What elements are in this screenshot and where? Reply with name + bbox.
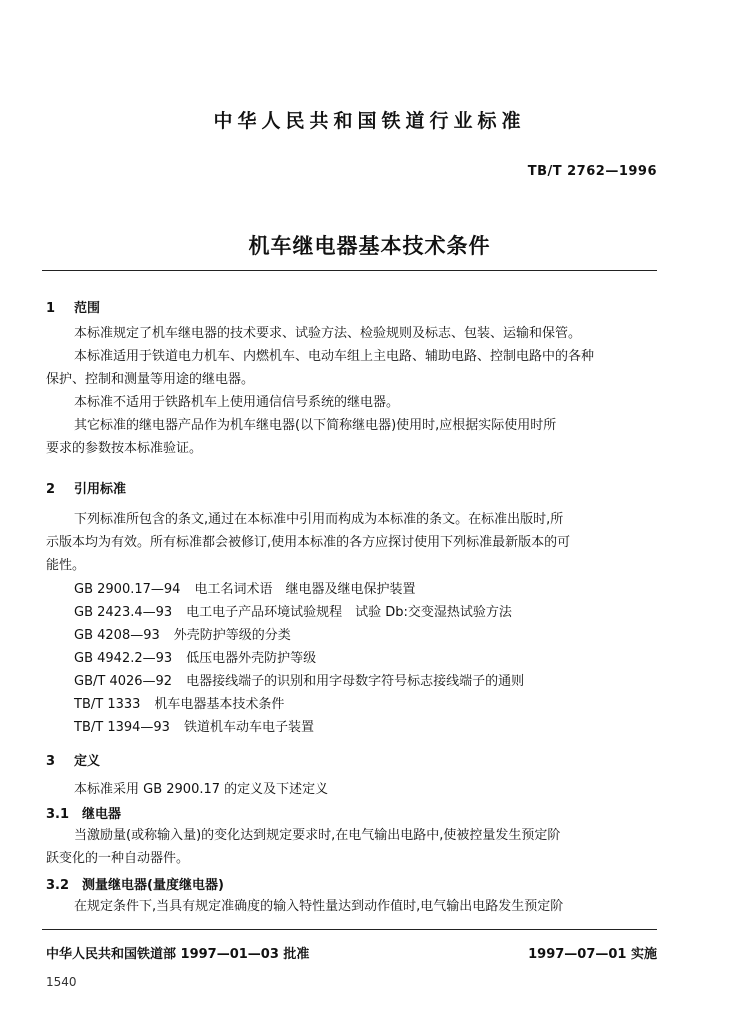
subsection-3-2-heading: [46, 874, 224, 893]
reference-item: [74, 670, 524, 689]
section-title: 定义: [74, 754, 101, 769]
subsection-title: 继电器: [82, 807, 122, 822]
page-number: 1540: [46, 975, 77, 989]
reference-item: [74, 624, 291, 643]
paragraph-line: 在规定条件下,当具有规定准确度的输入特性量达到动作值时,电气输出电路发生预定阶: [74, 899, 564, 914]
issuing-authority-header: 中华人民共和国铁道行业标准: [213, 110, 526, 132]
subsection-number: 3.2: [46, 878, 70, 893]
approval-date: 中华人民共和国铁道部 1997—01—03 批准: [46, 947, 310, 962]
reference-name: 电工名词术语 继电器及继电保护装置: [194, 582, 416, 597]
document-title: 机车继电器基本技术条件: [248, 234, 491, 258]
reference-name: 机车电器基本技术条件: [154, 697, 285, 712]
section-2-body: [46, 508, 658, 577]
paragraph-line: 要求的参数按本标准验证。: [46, 441, 203, 456]
subsection-number: 3.1: [46, 807, 70, 822]
implementation-date: 1997—07—01 实施: [528, 947, 657, 962]
paragraph-line: 本标准不适用于铁路机车上使用通信信号系统的继电器。: [74, 395, 400, 410]
section-3-intro: [46, 778, 658, 801]
section-1-body: [46, 322, 658, 460]
reference-code: GB 2423.4—93: [74, 605, 173, 620]
section-1-heading: [46, 297, 100, 316]
reference-item: [74, 693, 284, 712]
paragraph-line: 其它标准的继电器产品作为机车继电器(以下简称继电器)使用时,应根据实际使用时所: [74, 418, 557, 433]
subsection-3-1-heading: [46, 803, 121, 822]
reference-item: [74, 601, 512, 620]
title-divider: [42, 270, 657, 271]
reference-code: GB 4942.2—93: [74, 651, 173, 666]
reference-code: GB/T 4026—92: [74, 674, 173, 689]
section-3-heading: [46, 750, 100, 769]
paragraph-line: 跃变化的一种自动器件。: [46, 851, 190, 866]
section-2-heading: [46, 478, 126, 497]
reference-code: GB 2900.17—94: [74, 582, 181, 597]
reference-code: TB/T 1394—93: [74, 720, 170, 735]
section-title: 引用标准: [74, 482, 127, 497]
standard-number: TB/T 2762—1996: [527, 164, 657, 179]
footer-divider: [42, 929, 657, 930]
paragraph-line: 本标准采用 GB 2900.17 的定义及下述定义: [74, 782, 329, 797]
paragraph-line: 当激励量(或称输入量)的变化达到规定要求时,在电气输出电路中,使被控量发生预定阶: [74, 828, 561, 843]
paragraph-line: 示版本均为有效。所有标准都会被修订,使用本标准的各方应探讨使用下列标准最新版本的可: [46, 535, 571, 550]
section-title: 范围: [74, 301, 101, 316]
subsection-3-2-body: [46, 895, 658, 918]
reference-item: [74, 716, 314, 735]
paragraph-line: 保护、控制和测量等用途的继电器。: [46, 372, 255, 387]
paragraph-line: 能性。: [46, 558, 86, 573]
section-number: 3: [46, 754, 56, 769]
reference-code: GB 4208—93: [74, 628, 160, 643]
section-number: 2: [46, 482, 56, 497]
reference-item: [74, 578, 415, 597]
reference-name: 电工电子产品环境试验规程 试验 Db:交变湿热试验方法: [186, 605, 512, 620]
paragraph-line: 下列标准所包含的条文,通过在本标准中引用而构成为本标准的条文。在标准出版时,所: [74, 512, 564, 527]
reference-name: 铁道机车动车电子装置: [183, 720, 314, 735]
paragraph-line: 本标准适用于铁道电力机车、内燃机车、电动车组上主电路、辅助电路、控制电路中的各种: [74, 349, 595, 364]
reference-code: TB/T 1333: [74, 697, 141, 712]
reference-name: 外壳防护等级的分类: [173, 628, 291, 643]
subsection-title: 测量继电器(量度继电器): [82, 878, 224, 893]
reference-item: [74, 647, 316, 666]
reference-name: 低压电器外壳防护等级: [186, 651, 317, 666]
paragraph-line: 本标准规定了机车继电器的技术要求、试验方法、检验规则及标志、包装、运输和保管。: [74, 326, 582, 341]
section-number: 1: [46, 301, 56, 316]
reference-name: 电器接线端子的识别和用字母数字符号标志接线端子的通则: [186, 674, 525, 689]
subsection-3-1-body: [46, 824, 658, 870]
